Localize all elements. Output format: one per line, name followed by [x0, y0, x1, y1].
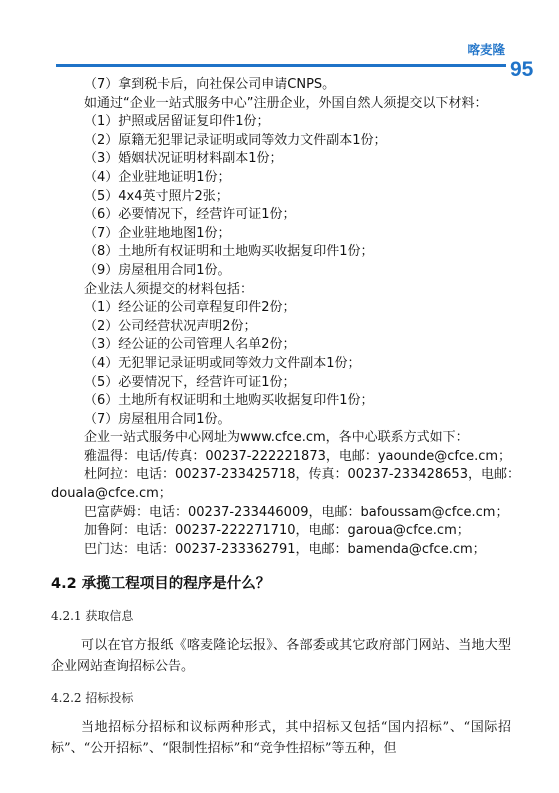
page-number: 95 [510, 58, 534, 81]
list-item: （6）必要情况下，经营许可证1份； [84, 207, 296, 223]
paragraph: 可以在官方报纸《喀麦隆论坛报》、各部委或其它政府部门网站、当地大型企业网站查询招标公告。 [51, 638, 511, 675]
subsection-heading: 4.2.1 获取信息 [51, 609, 134, 624]
list-item: （1）护照或居留证复印件1份； [84, 114, 270, 130]
paragraph: 当地招标分招标和议标两种形式，其中招标又包括“国内招标”、“国际招标”、“公开招标”、“限制性招标”和“竞争性招标”等五种，但 [51, 720, 511, 757]
list-item: （7）企业驻地地图1份； [84, 225, 231, 241]
list-item: （4）无犯罪记录证明或同等效力文件副本1份； [84, 355, 361, 371]
contact-bamenda: 巴门达：电话：00237-233362791，电邮：bamenda@cfce.cm； [84, 541, 486, 557]
list-item: （7）房屋租用合同1份。 [84, 411, 231, 427]
list-item: （4）企业驻地证明1份； [84, 169, 231, 185]
section-heading: 4.2 承揽工程项目的程序是什么？ [51, 576, 271, 593]
list-item: （1）经公证的公司章程复印件2份； [84, 300, 296, 316]
list-item: （3）婚姻状况证明材料副本1份； [84, 151, 283, 167]
list-item: （2）原籍无犯罪记录证明或同等效力文件副本1份； [84, 132, 387, 148]
list-item: （3）经公证的公司管理人名单2份； [84, 337, 296, 353]
subsection-heading: 4.2.2 招标投标 [51, 691, 134, 706]
intro-foreign: 如通过“企业一站式服务中心”注册企业，外国自然人须提交以下材料： [84, 95, 488, 111]
list-item: （5）必要情况下，经营许可证1份； [84, 374, 296, 390]
list-item: （7）拿到税卡后，向社保公司申请CNPS。 [84, 77, 336, 92]
list-item: （2）公司经营状况声明2份； [84, 318, 257, 334]
contacts-intro: 企业一站式服务中心网址为www.cfce.cm，各中心联系方式如下： [84, 430, 469, 446]
list-item: （8）土地所有权证明和土地购买收据复印件1份； [84, 244, 374, 260]
list-item: （6）土地所有权证明和土地购买收据复印件1份； [84, 393, 374, 409]
page-body [51, 76, 520, 759]
contact-douala: 杜阿拉：电话：00237-233425718，传真：00237-233428653，电邮： [84, 467, 520, 483]
contact-bafoussam: 巴富萨姆：电话：00237-233446009，电邮：bafoussam@cfce.cm； [84, 504, 509, 520]
contact-garoua: 加鲁阿：电话：00237-222271710，电邮：garoua@cfce.cm； [84, 523, 470, 539]
intro-legal: 企业法人须提交的材料包括： [84, 281, 254, 297]
contact-douala-email: douala@cfce.cm； [51, 486, 172, 502]
list-item: （9）房屋租用合同1份。 [84, 262, 231, 278]
list-item: （5）4x4英寸照片2张； [84, 188, 229, 204]
contact-yaounde: 雅温得：电话/传真：00237-222221873，电邮：yaounde@cfce.cm； [84, 448, 512, 464]
header-rule [56, 64, 506, 67]
header-title: 喀麦隆 [467, 42, 505, 57]
